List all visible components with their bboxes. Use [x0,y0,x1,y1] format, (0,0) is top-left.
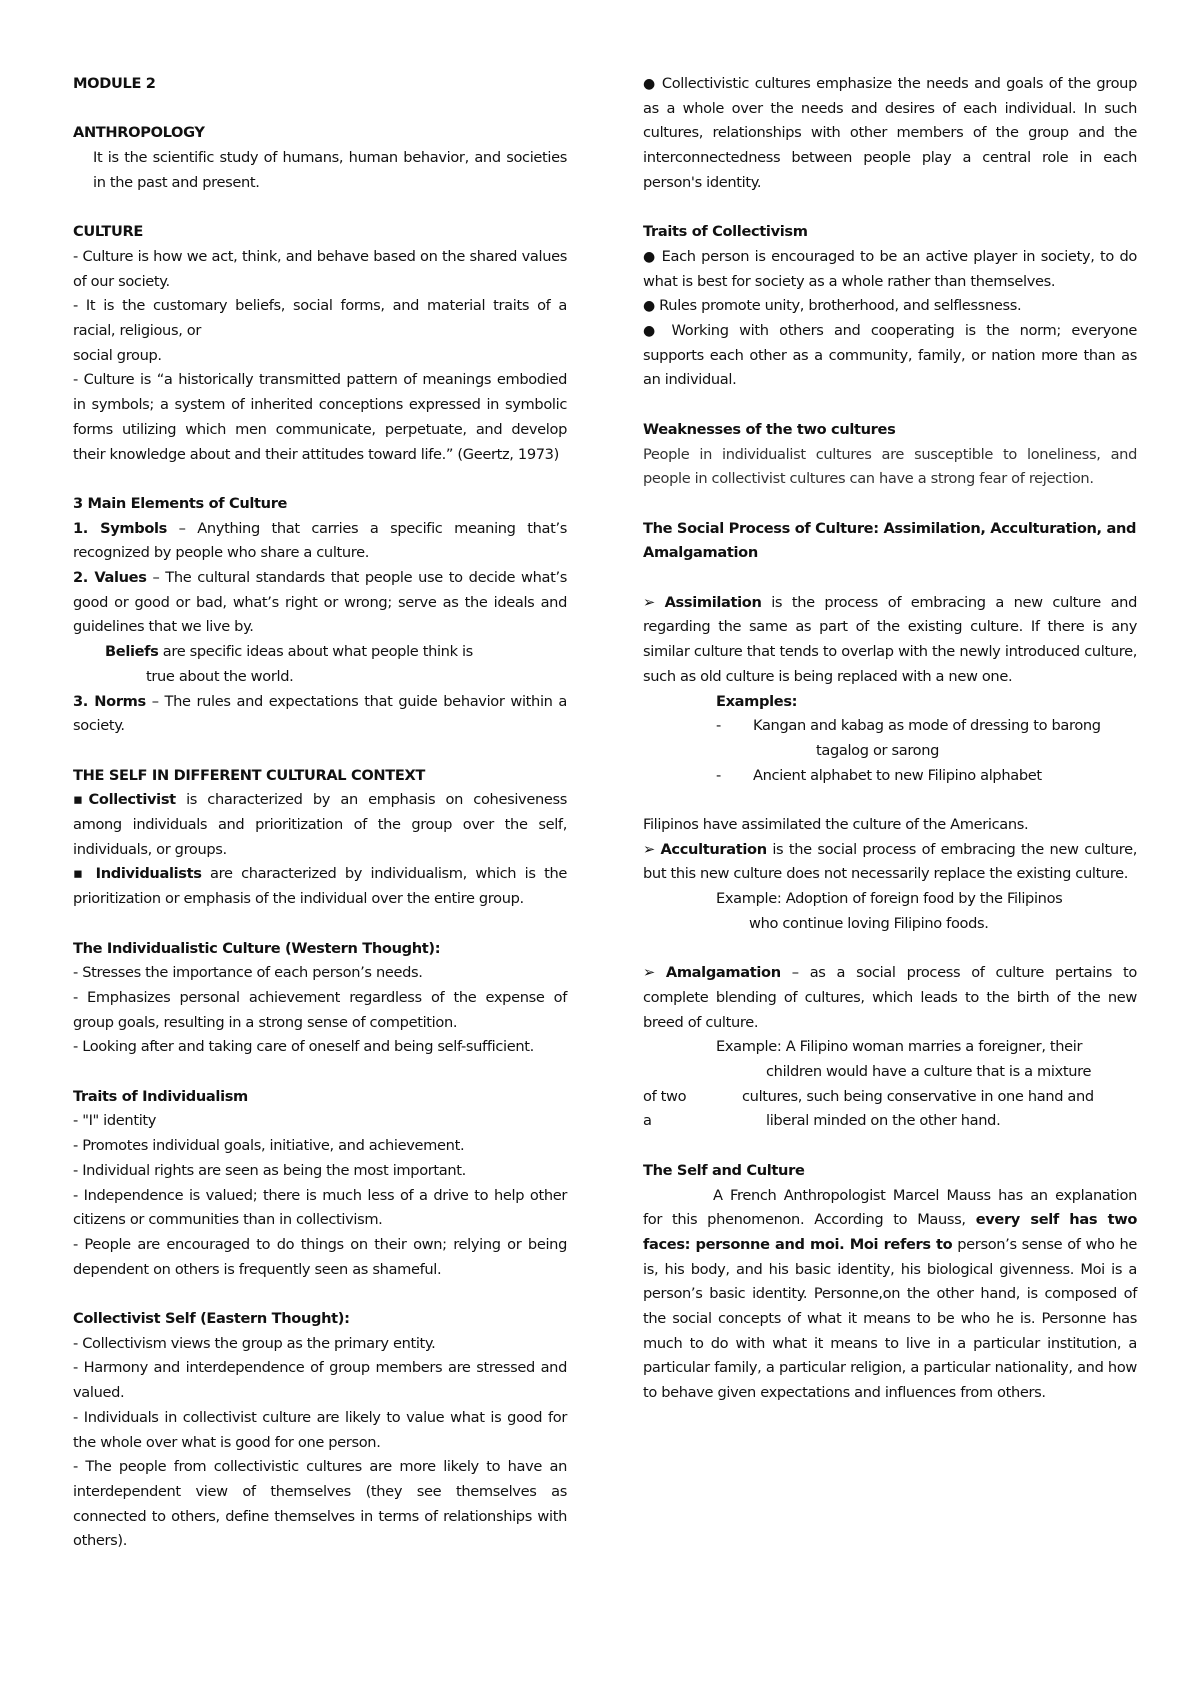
assimilation-text: is the process of embracing a new culture and regarding the same as part of the existing culture. If there is any similar culture that tends to overlap with the newly introduced culture, such as old culture is being replaced with a new one. [643,593,1137,685]
assimilation-example-2 [643,764,1137,789]
self-and-culture-heading: The Self and Culture [643,1161,805,1179]
acculturation-term: Acculturation [660,840,767,858]
amalgamation-example-line-3 [643,1085,1137,1110]
culture-definition-3: - Culture is “a historically transmitted pattern of meanings embodied in symbols; a system of inherited conceptions expressed in symbolic forms utilizing which men communicate, perpetuate, and develop their knowledge about and their attitudes toward life.” (Geertz, 1973) [73,371,567,463]
dash-marker: - [716,717,721,735]
collectivism-trait-2 [643,294,1137,319]
individualism-trait-3: - Individual rights are seen as being the most important. [73,1161,466,1179]
bullet-icon: ● [643,248,657,265]
weaknesses-heading: Weaknesses of the two cultures [643,420,896,438]
bullet-icon: ● [643,298,655,315]
assimilation-term: Assimilation [664,593,762,611]
assimilation-example-1 [643,714,1137,763]
assimilation-example-2-text: Ancient alphabet to new Filipino alphabet [753,766,1042,784]
amalgamation-text: – as a social process of culture pertains to complete blending of cultures, which leads to the birth of the new breed of culture. [643,964,1137,1031]
module-title: MODULE 2 [73,75,156,92]
acculturation-example-1: Example: Adoption of foreign food by the Filipinos [716,890,1063,908]
arrow-icon: ➢ [643,593,655,611]
individualistic-point-1: - Stresses the importance of each person’s needs. [73,964,423,982]
element-norms-text: – The rules and expectations that guide behavior within a society. [73,692,567,735]
amalgamation-example-line-4-right: liberal minded on the other hand. [766,1112,1001,1130]
individualists-definition [73,862,567,911]
individualistic-point-2: - Emphasizes personal achievement regardless of the expense of group goals, resulting in a strong sense of competition. [73,988,567,1031]
examples-label: Examples: [716,692,798,710]
weaknesses-text: People in individualist cultures are susceptible to loneliness, and people in collectivist cultures can have a strong fear of rejection. [643,445,1137,488]
element-values [73,566,567,640]
collectivism-trait-1 [643,245,1137,294]
collectivist-self-point-2: - Harmony and interdependence of group members are stressed and valued. [73,1359,567,1402]
collectivist-self-point-1: - Collectivism views the group as the primary entity. [73,1334,436,1352]
collectivist-term: ▪Collectivist [73,791,176,809]
acculturation-text: is the social process of embracing the new culture, but this new culture does not necessarily replace the existing culture. [643,840,1137,883]
collectivist-text: is characterized by an emphasis on cohesiveness among individuals and prioritization of the group over the self, individuals, or groups. [73,791,567,858]
beliefs-text-1: are specific ideas about what people think is [158,643,473,661]
amalgamation-example-line-2: children would have a culture that is a mixture [766,1063,1092,1081]
collectivistic-intro [643,72,1137,196]
arrow-icon: ➢ [643,964,655,982]
collectivist-definition [73,788,567,862]
collectivist-self-point-3: - Individuals in collectivist culture are likely to value what is good for the whole over what is good for one person. [73,1408,567,1451]
self-and-culture-text-1: A French Anthropologist Marcel Mauss has an explanation for this phenomenon. According to Mauss, [643,1186,1137,1229]
collectivistic-intro-text: Collectivistic cultures emphasize the needs and goals of the group as a whole over the needs and desires of each individual. In such cultures, relationships with other members of the group and the interconnectedness between people play a central role in each person's identity. [643,75,1137,191]
individualists-text: are characterized by individualism, which is the prioritization or emphasis of the individual over the entire group. [73,865,568,908]
collectivism-trait-2-text: Rules promote unity, brotherhood, and selflessness. [654,297,1022,315]
beliefs-definition [73,640,567,689]
arrow-icon: ➢ [643,840,655,858]
traits-individualism-heading: Traits of Individualism [73,1087,248,1105]
amalgamation-example-line-3-right: cultures, such being conservative in one hand and [742,1087,1094,1105]
self-and-culture-bold: every self has two faces: personne and moi. Moi refers to [643,1211,1137,1253]
element-symbols [73,517,567,566]
element-values-text: – The cultural standards that people use to decide what’s good or good or bad, what’s right or wrong; serve as the ideals and guidelines that we live by. [73,569,568,636]
self-and-culture-text-2: person’s sense of who he is, his body, and his basic identity, his biological givenness. Moi is a person’s basic identity. Personne,on the other hand, is composed of the social concepts of what it means to be who he is. Personne has much to do with what it means to live in a particular institution, a particular family, a particular religion, a particular nationality, and how to behave given expectations and influences from others. [643,1235,1137,1402]
element-symbols-text: – Anything that carries a specific meaning that’s recognized by people who share a culture. [73,519,568,562]
dash-marker: - [716,766,721,784]
element-symbols-term: 1. Symbols [73,519,168,537]
acculturation-example-2: who continue loving Filipino foods. [749,914,989,932]
amalgamation-example-line-4-left: a [643,1112,652,1130]
individualism-trait-2: - Promotes individual goals, initiative, and achievement. [73,1137,465,1155]
individualistic-point-3: - Looking after and taking care of oneself and being self-sufficient. [73,1038,534,1056]
element-norms-term: 3. Norms [73,692,146,710]
acculturation-definition [643,838,1137,887]
individualism-trait-1: - "I" identity [73,1112,157,1130]
amalgamation-definition [643,961,1137,1035]
amalgamation-term: Amalgamation [665,964,781,982]
right-column [643,72,1137,1406]
element-values-term: 2. Values [73,569,147,587]
element-norms [73,690,567,739]
social-process-heading: The Social Process of Culture: Assimilation, Acculturation, and Amalgamation [643,519,1137,562]
culture-definition-1: - Culture is how we act, think, and behave based on the shared values of our society. [73,247,567,290]
anthropology-definition: It is the scientific study of humans, human behavior, and societies in the past and present. [93,149,567,191]
acculturation-example [643,887,1137,936]
collectivism-trait-3-text: Working with others and cooperating is the norm; everyone supports each other as a community, family, or nation more than as an individual. [643,322,1137,389]
self-and-culture-text [643,1184,1137,1406]
assimilation-definition [643,591,1137,690]
amalgamation-example-line-3-left: of two [643,1087,687,1105]
anthropology-heading: ANTHROPOLOGY [73,124,205,142]
culture-definition-2a: - It is the customary beliefs, social forms, and material traits of a racial, religious, or [73,297,567,339]
collectivist-self-point-4: - The people from collectivistic cultures are more likely to have an interdependent view of themselves (they see themselves as connected to others, define themselves in terms of relationships with others). [73,1458,567,1550]
assimilation-example-1b: tagalog or sarong [816,741,940,759]
amalgamation-example-line-4 [643,1109,1137,1134]
assimilation-example-1a: Kangan and kabag as mode of dressing to barong [753,717,1101,735]
individualists-term: ▪ Individualists [73,865,202,883]
collectivist-self-heading: Collectivist Self (Eastern Thought): [73,1310,350,1328]
traits-collectivism-heading: Traits of Collectivism [643,223,808,241]
self-context-heading: THE SELF IN DIFFERENT CULTURAL CONTEXT [73,766,425,784]
bullet-icon: ● [643,323,662,340]
amalgamation-example-line-1: Example: A Filipino woman marries a foreigner, their [716,1038,1083,1056]
collectivism-trait-3 [643,319,1137,393]
individualistic-culture-heading: The Individualistic Culture (Western Thought): [73,939,441,957]
collectivism-trait-1-text: Each person is encouraged to be an active player in society, to do what is best for society as a whole rather than themselves. [643,247,1137,290]
individualism-trait-5: - People are encouraged to do things on their own; relying or being dependent on others is frequently seen as shameful. [73,1235,567,1278]
culture-definition-2b: social group. [73,346,162,364]
individualism-trait-4: - Independence is valued; there is much less of a drive to help other citizens or communities than in collectivism. [73,1186,567,1229]
beliefs-text-2: true about the world. [146,667,294,685]
beliefs-term: Beliefs [105,643,159,661]
bullet-icon: ● [643,76,657,92]
left-column [73,72,567,1554]
filipinos-assimilated: Filipinos have assimilated the culture of the Americans. [643,816,1029,834]
culture-heading: CULTURE [73,223,144,241]
elements-heading: 3 Main Elements of Culture [73,494,288,512]
